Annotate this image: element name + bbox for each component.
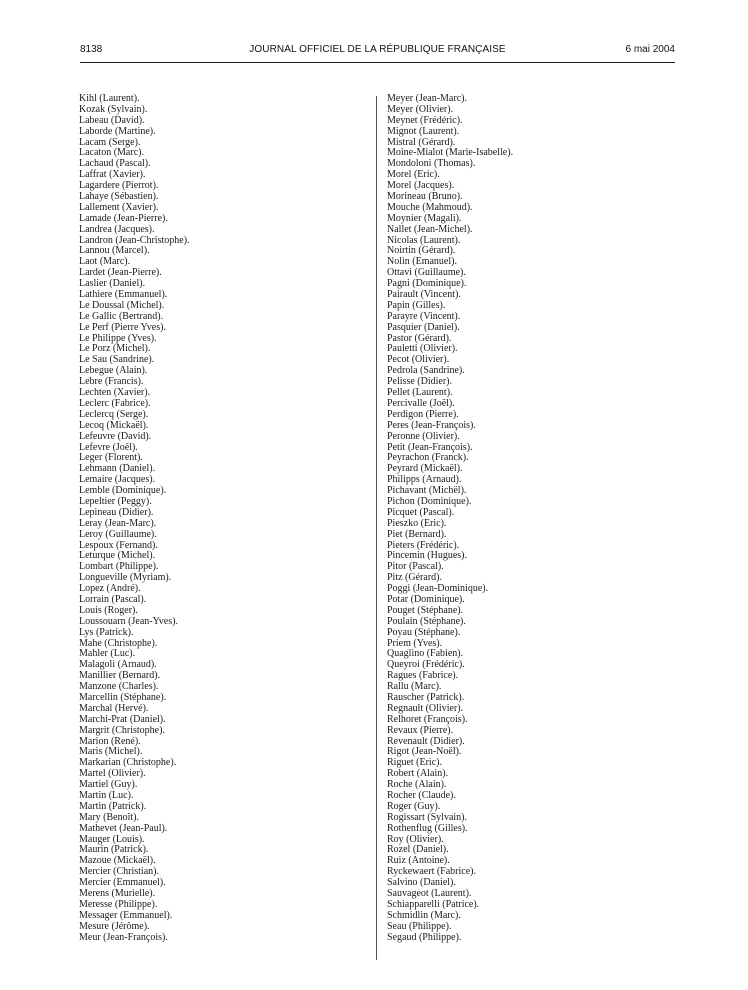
name-entry: Lamade (Jean-Pierre). — [79, 212, 168, 224]
name-entry: Mazoue (Mickaël). — [79, 855, 156, 867]
name-entry: Le Philippe (Yves). — [79, 332, 157, 344]
name-entry: Marchal (Hervé). — [79, 702, 149, 714]
name-entry: Rocher (Claude). — [387, 790, 456, 801]
name-entry: Meyer (Olivier). — [387, 103, 454, 115]
name-entry: Picquet (Pascal). — [387, 506, 455, 518]
name-entry: Le Porz (Michel). — [79, 343, 151, 355]
name-entry: Percivalle (Joël). — [387, 397, 455, 409]
name-entry: Rothenflug (Gilles). — [387, 822, 468, 834]
name-entry: Roy (Olivier). — [387, 833, 444, 845]
name-entry: Peres (Jean-François). — [387, 419, 476, 431]
name-entry: Lannou (Marcel). — [79, 245, 150, 257]
name-entry: Marion (René). — [79, 735, 141, 747]
name-entry: Ryckewaert (Fabrice). — [387, 866, 476, 878]
name-entry: Salvino (Daniel). — [387, 877, 456, 889]
name-entry: Pellet (Laurent). — [387, 387, 453, 399]
header-rule — [80, 62, 675, 63]
name-entry: Peyrachon (Franck). — [387, 452, 469, 464]
name-entry: Queyroi (Frédéric). — [387, 659, 465, 671]
name-entry: Perdigon (Pierre). — [387, 408, 459, 420]
name-entry: Lespoux (Fernand). — [79, 539, 158, 551]
publication-date: 6 mai 2004 — [625, 44, 675, 55]
name-entry: Poggi (Jean-Dominique). — [387, 583, 489, 595]
name-entry: Laborde (Martine). — [79, 125, 156, 137]
name-entry: Margrit (Christophe). — [79, 724, 165, 736]
name-entry: Lacaton (Marc). — [79, 147, 144, 159]
name-entry: Kihl (Laurent). — [79, 93, 140, 104]
name-entry: Lardet (Jean-Pierre). — [79, 267, 162, 279]
name-entry: Landrea (Jacques). — [79, 223, 155, 235]
name-entry: Quaglino (Fabien). — [387, 648, 464, 660]
name-entry: Meyer (Jean-Marc). — [387, 93, 467, 104]
name-entry: Pecot (Olivier). — [387, 354, 450, 366]
name-entry: Pedrola (Sandrine). — [387, 365, 465, 377]
name-entry: Kozak (Sylvain). — [79, 103, 148, 115]
name-entry: Pichon (Dominique). — [387, 495, 472, 507]
name-entry: Le Doussal (Michel). — [79, 299, 165, 311]
name-entry: Mary (Benoît). — [79, 811, 139, 823]
name-entry: Pieszko (Eric). — [387, 517, 447, 529]
name-entry: Pairault (Vincent). — [387, 289, 461, 301]
name-entry: Martin (Luc). — [79, 790, 134, 801]
name-entry: Lefevre (Joël). — [79, 441, 138, 453]
name-entry: Mignot (Laurent). — [387, 125, 460, 137]
name-entry: Ruiz (Antoine). — [387, 855, 450, 867]
name-entry: Roche (Alain). — [387, 779, 447, 791]
name-entry: Schiapparelli (Patrice). — [387, 898, 480, 910]
name-entry: Marchi-Prat (Daniel). — [79, 713, 166, 725]
name-entry: Laffrat (Xavier). — [79, 169, 146, 181]
name-entry: Nallet (Jean-Michel). — [387, 223, 473, 235]
name-entry: Papin (Gilles). — [387, 299, 446, 311]
name-entry: Lallement (Xavier). — [79, 201, 159, 213]
name-entry: Lopez (André). — [79, 583, 141, 595]
name-entry: Morineau (Bruno). — [387, 191, 463, 203]
name-entry: Morel (Jacques). — [387, 180, 455, 192]
name-entry: Pouget (Stéphane). — [387, 604, 464, 616]
name-entry: Mouche (Mahmoud). — [387, 201, 473, 213]
name-entry: Leray (Jean-Marc). — [79, 517, 157, 529]
name-entry: Lefeuvre (David). — [79, 430, 152, 442]
name-entry: Markarian (Christophe). — [79, 757, 177, 769]
name-entry: Lemble (Dominique). — [79, 485, 167, 497]
name-entry: Meynet (Frédéric). — [387, 114, 463, 126]
name-entry: Leturque (Michel). — [79, 550, 156, 562]
name-entry: Landron (Jean-Christophe). — [79, 234, 190, 246]
name-entry: Lemaire (Jacques). — [79, 474, 156, 486]
name-entry: Martiel (Guy). — [79, 779, 138, 791]
name-entry: Mahler (Luc). — [79, 648, 136, 660]
name-entry: Manzone (Charles). — [79, 681, 159, 693]
name-entry: Petit (Jean-François). — [387, 441, 473, 453]
name-entry: Poyau (Stéphane). — [387, 626, 461, 638]
name-entry: Maurin (Patrick). — [79, 844, 149, 856]
name-entry: Mauger (Louis). — [79, 833, 145, 845]
name-entry: Lys (Patrick). — [79, 626, 134, 638]
name-entry: Poulain (Stéphane). — [387, 615, 466, 627]
name-entry: Lecoq (Mickaël). — [79, 419, 149, 431]
name-entry: Pagni (Dominique). — [387, 278, 467, 290]
name-entry: Pastor (Gérard). — [387, 332, 452, 344]
name-entry: Merens (Murielle). — [79, 888, 156, 900]
name-entry: Mathevet (Jean-Paul). — [79, 822, 168, 834]
name-entry: Philipps (Arnaud). — [387, 474, 462, 486]
name-entry: Leclercq (Serge). — [79, 408, 149, 420]
name-entry: Noirtin (Gérard). — [387, 245, 456, 257]
page-number: 8138 — [80, 44, 103, 55]
journal-title: JOURNAL OFFICIEL DE LA RÉPUBLIQUE FRANÇAISE — [249, 44, 506, 55]
page-header — [80, 44, 675, 60]
name-entry: Martin (Patrick). — [79, 800, 147, 812]
name-entry: Lombart (Philippe). — [79, 561, 159, 573]
name-entry: Robert (Alain). — [387, 768, 449, 780]
names-column-left — [79, 94, 190, 943]
name-entry: Rallu (Marc). — [387, 681, 442, 693]
name-entry: Loussouarn (Jean-Yves). — [79, 615, 178, 627]
name-entry: Mistral (Gérard). — [387, 136, 456, 148]
name-entry: Mahe (Christophe). — [79, 637, 158, 649]
name-entry: Potar (Dominique). — [387, 593, 465, 605]
name-entry: Rigot (Jean-Noël). — [387, 746, 462, 758]
name-entry: Manillier (Bernard). — [79, 670, 161, 682]
name-entry: Rozel (Daniel). — [387, 844, 449, 856]
name-entry: Lathiere (Emmanuel). — [79, 289, 168, 301]
name-entry: Pelisse (Didier). — [387, 376, 452, 388]
name-entry: Le Sau (Sandrine). — [79, 354, 155, 366]
name-entry: Meur (Jean-François). — [79, 931, 168, 943]
name-entry: Segaud (Philippe). — [387, 931, 462, 943]
name-entry: Meresse (Philippe). — [79, 898, 158, 910]
name-entry: Lachaud (Pascal). — [79, 158, 151, 170]
name-entry: Malagoli (Arnaud). — [79, 659, 157, 671]
name-entry: Seau (Philippe). — [387, 920, 452, 932]
name-entry: Rogissart (Sylvain). — [387, 811, 467, 823]
name-entry: Leroy (Guillaume). — [79, 528, 157, 540]
name-entry: Lorrain (Pascal). — [79, 593, 147, 605]
name-entry: Mercier (Christian). — [79, 866, 159, 878]
name-entry: Roger (Guy). — [387, 800, 441, 812]
name-entry: Peyrard (Mickaël). — [387, 463, 463, 475]
name-entry: Maris (Michel). — [79, 746, 143, 758]
name-entry: Laslier (Daniel). — [79, 278, 146, 290]
name-entry: Louis (Roger). — [79, 604, 138, 616]
name-entry: Le Perf (Pierre Yves). — [79, 321, 166, 333]
name-entry: Pitor (Pascal). — [387, 561, 444, 573]
name-entry: Pauletti (Olivier). — [387, 343, 458, 355]
name-entry: Rauscher (Patrick). — [387, 691, 465, 703]
name-entry: Lebre (Francis). — [79, 376, 144, 388]
name-entry: Lacam (Serge). — [79, 136, 141, 148]
name-entry: Pincemin (Hugues). — [387, 550, 467, 562]
name-entry: Moynier (Magali). — [387, 212, 462, 224]
name-entry: Piet (Bernard). — [387, 528, 447, 540]
name-entry: Pasquier (Daniel). — [387, 321, 460, 333]
name-entry: Sauvageot (Laurent). — [387, 888, 472, 900]
name-entry: Riguet (Eric). — [387, 757, 442, 769]
name-entry: Priem (Yves). — [387, 637, 443, 649]
name-entry: Peronne (Olivier). — [387, 430, 460, 442]
name-entry: Ragues (Fabrice). — [387, 670, 459, 682]
name-entry: Leclerc (Fabrice). — [79, 397, 151, 409]
name-entry: Lepineau (Didier). — [79, 506, 154, 518]
name-entry: Pitz (Gérard). — [387, 572, 442, 584]
name-entry: Le Gallic (Bertrand). — [79, 310, 164, 322]
names-column-right — [387, 94, 513, 943]
name-entry: Nicolas (Laurent). — [387, 234, 461, 246]
name-entry: Mesure (Jérôme). — [79, 920, 150, 932]
name-entry: Moine-Mialot (Marie-Isabelle). — [387, 147, 514, 159]
name-entry: Morel (Eric). — [387, 169, 440, 181]
name-entry: Nolin (Emanuel). — [387, 256, 457, 268]
name-entry: Parayre (Vincent). — [387, 310, 461, 322]
name-entry: Pichavant (Michël). — [387, 485, 467, 497]
name-entry: Leger (Florent). — [79, 452, 143, 464]
name-entry: Laot (Marc). — [79, 256, 131, 268]
name-entry: Marcellin (Stéphane). — [79, 691, 167, 703]
name-entry: Pieters (Frédéric). — [387, 539, 460, 551]
name-entry: Lechten (Xavier). — [79, 387, 151, 399]
name-entry: Schmidlin (Marc). — [387, 909, 461, 921]
name-entry: Lebegue (Alain). — [79, 365, 148, 377]
name-entry: Relhoret (François). — [387, 713, 468, 725]
name-entry: Labeau (David). — [79, 114, 145, 126]
name-entry: Mondoloni (Thomas). — [387, 158, 476, 170]
name-entry: Longueville (Myriam). — [79, 572, 172, 584]
name-entry: Regnault (Olivier). — [387, 702, 464, 714]
name-entry: Martel (Olivier). — [79, 768, 146, 780]
name-entry: Mercier (Emmanuel). — [79, 877, 166, 889]
name-entry: Ottavi (Guillaume). — [387, 267, 466, 279]
name-entry: Revenault (Didier). — [387, 735, 465, 747]
name-entry: Lagardere (Pierrot). — [79, 180, 159, 192]
name-entry: Revaux (Pierre). — [387, 724, 454, 736]
name-entry: Messager (Emmanuel). — [79, 909, 173, 921]
name-entry: Lepeltier (Peggy). — [79, 495, 152, 507]
column-divider — [376, 96, 377, 960]
name-entry: Lehmann (Daniel). — [79, 463, 156, 475]
name-entry: Lahaye (Sébastien). — [79, 191, 159, 203]
